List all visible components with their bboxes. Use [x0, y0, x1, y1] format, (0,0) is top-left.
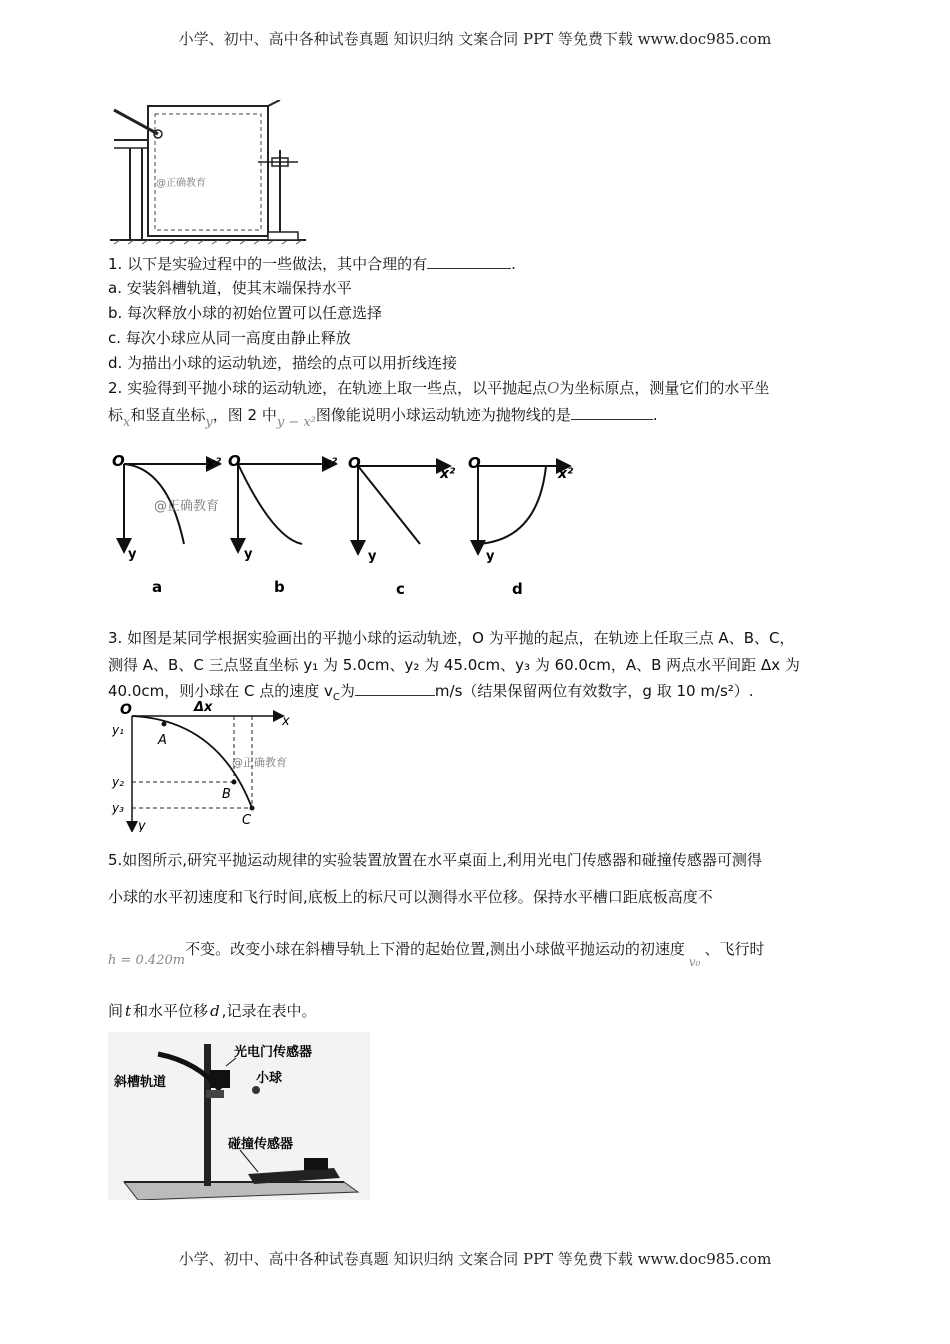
traj-point-c: C — [242, 813, 252, 828]
traj-point-a: A — [158, 733, 167, 748]
q1-stem — [108, 253, 516, 275]
q2-x-symbol: x — [123, 415, 131, 430]
q1-option-a: a. 安装斜槽轨道，使其末端保持水平 — [108, 279, 352, 297]
q1-stem-text: 1. 以下是实验过程中的一些做法，其中合理的有 — [108, 255, 428, 273]
q2-line2b-text: 和竖直坐标 — [130, 406, 206, 424]
traj-y3: y₃ — [112, 801, 124, 815]
graph-d-label: d — [512, 580, 523, 598]
q3-line3a-text: 40.0cm，则小球在 C 点的速度 v — [108, 682, 333, 700]
q1-option-d: d. 为描出小球的运动轨迹，描绘的点可以用折线连接 — [108, 354, 458, 372]
q5-line1: 5.如图所示,研究平抛运动规律的实验装置放置在水平桌面上,利用光电门传感器和碰撞传感器可测得 — [108, 851, 762, 869]
q3-line3c-text: m/s（结果保留两位有效数字，g 取 10 m/s²）. — [434, 682, 754, 700]
graph-a-xaxis: x² — [206, 456, 222, 472]
q2-line2a-text: 标 — [108, 406, 124, 424]
q2-line2c-text: ，图 2 中 — [212, 406, 277, 424]
graph-a-origin: O — [112, 452, 125, 470]
graph-b-yaxis: y — [244, 547, 253, 562]
graph-d-origin: O — [468, 454, 481, 472]
q5-line2: 小球的水平初速度和飞行时间,底板上的标尺可以测得水平位移。保持水平槽口距底板高度不 — [108, 888, 713, 906]
q5-line3a-text: 不变。改变小球在斜槽导轨上下滑的起始位置,测出小球做平抛运动的初速度 — [185, 940, 685, 958]
q5-line4 — [108, 1000, 316, 1022]
q2-line2d-text: 图像能说明小球运动轨迹为抛物线的是 — [315, 406, 571, 424]
q3-vc-subscript: C — [332, 692, 340, 703]
q2-line1b-text: 为坐标原点，测量它们的水平坐 — [559, 379, 770, 397]
q2-answer-blank[interactable] — [571, 405, 653, 420]
label-gate: 光电门传感器 — [234, 1045, 313, 1060]
traj-point-b: B — [222, 787, 231, 802]
q2-origin-symbol: O — [547, 379, 560, 397]
q2-yx2-symbol: y − x² — [276, 415, 316, 430]
graph-c-xaxis: x² — [440, 466, 456, 482]
label-collision: 碰撞传感器 — [228, 1137, 294, 1152]
graph-b-origin: O — [228, 452, 241, 470]
page-header: 小学、初中、高中各种试卷真题 知识归纳 文案合同 PPT 等免费下载 www.doc985.com — [178, 30, 772, 48]
q3-answer-blank[interactable] — [355, 681, 435, 696]
q5-t-symbol: t — [125, 1002, 132, 1020]
q1-option-c: c. 每次小球应从同一高度由静止释放 — [108, 329, 351, 347]
board-apparatus-figure — [108, 100, 308, 245]
q3-line1: 3. 如图是某同学根据实验画出的平抛小球的运动轨迹，O 为平抛的起点，在轨迹上任取三点 A、B、C， — [108, 629, 795, 647]
q5-line3b-text: 、飞行时 — [704, 940, 765, 958]
watermark-text-2: @正确教育 — [154, 499, 220, 514]
traj-dx: Δx — [194, 700, 213, 715]
watermark-text-3: @正确教育 — [232, 756, 287, 769]
q2-line1-text: 2. 实验得到平抛小球的运动轨迹，在轨迹上取一些点，以平抛起点 — [108, 379, 548, 397]
q2-y-symbol: y — [205, 415, 213, 430]
graph-d — [468, 454, 574, 598]
q3-line3b-text: 为 — [339, 682, 355, 700]
graph-a-label: a — [152, 578, 163, 596]
q5-h-formula: h = 0.420m — [108, 953, 186, 968]
q5-line4b-text: 和水平位移 — [133, 1002, 209, 1020]
q2-end: . — [652, 406, 658, 424]
trajectory-figure — [108, 700, 298, 832]
page-footer: 小学、初中、高中各种试卷真题 知识归纳 文案合同 PPT 等免费下载 www.doc985.com — [178, 1250, 772, 1268]
graph-b — [228, 452, 338, 596]
q5-line4c-text: ,记录在表中。 — [221, 1002, 317, 1020]
graph-b-label: b — [274, 578, 285, 596]
graph-c-yaxis: y — [368, 549, 377, 564]
graph-b-xaxis: x² — [322, 456, 338, 472]
traj-yaxis: y — [138, 819, 146, 832]
q5-line3 — [108, 938, 765, 969]
q3-line2: 测得 A、B、C 三点竖直坐标 y₁ 为 5.0cm、y₂ 为 45.0cm、y₃ 为 60.0cm，A、B 两点水平间距 Δx 为 — [108, 656, 800, 674]
watermark-text: @正确教育 — [156, 178, 206, 189]
q1-end: . — [511, 255, 516, 273]
graphs-figure — [108, 448, 588, 603]
q5-d-symbol: d — [210, 1002, 220, 1020]
label-ball: 小球 — [256, 1071, 283, 1086]
q5-v0-symbol: v₀ — [688, 955, 701, 969]
graph-a — [112, 452, 222, 596]
traj-xaxis: x — [282, 714, 290, 729]
q2-line2 — [108, 404, 658, 428]
graph-d-yaxis: y — [486, 549, 495, 564]
graph-a-yaxis: y — [128, 547, 137, 562]
traj-y2: y₂ — [112, 775, 124, 789]
graph-c-label: c — [396, 580, 405, 598]
graph-c-origin: O — [348, 454, 361, 472]
graph-d-xaxis: x² — [558, 466, 574, 482]
q2-line1 — [108, 377, 769, 399]
label-track: 斜槽轨道 — [114, 1075, 167, 1090]
q1-answer-blank[interactable] — [427, 254, 511, 269]
graph-c — [348, 454, 456, 598]
q5-line4a-text: 间 — [108, 1002, 124, 1020]
q1-option-b: b. 每次释放小球的初始位置可以任意选择 — [108, 304, 383, 322]
sensor-apparatus-figure — [108, 1032, 370, 1200]
traj-y1: y₁ — [112, 723, 124, 737]
traj-origin: O — [120, 702, 132, 718]
